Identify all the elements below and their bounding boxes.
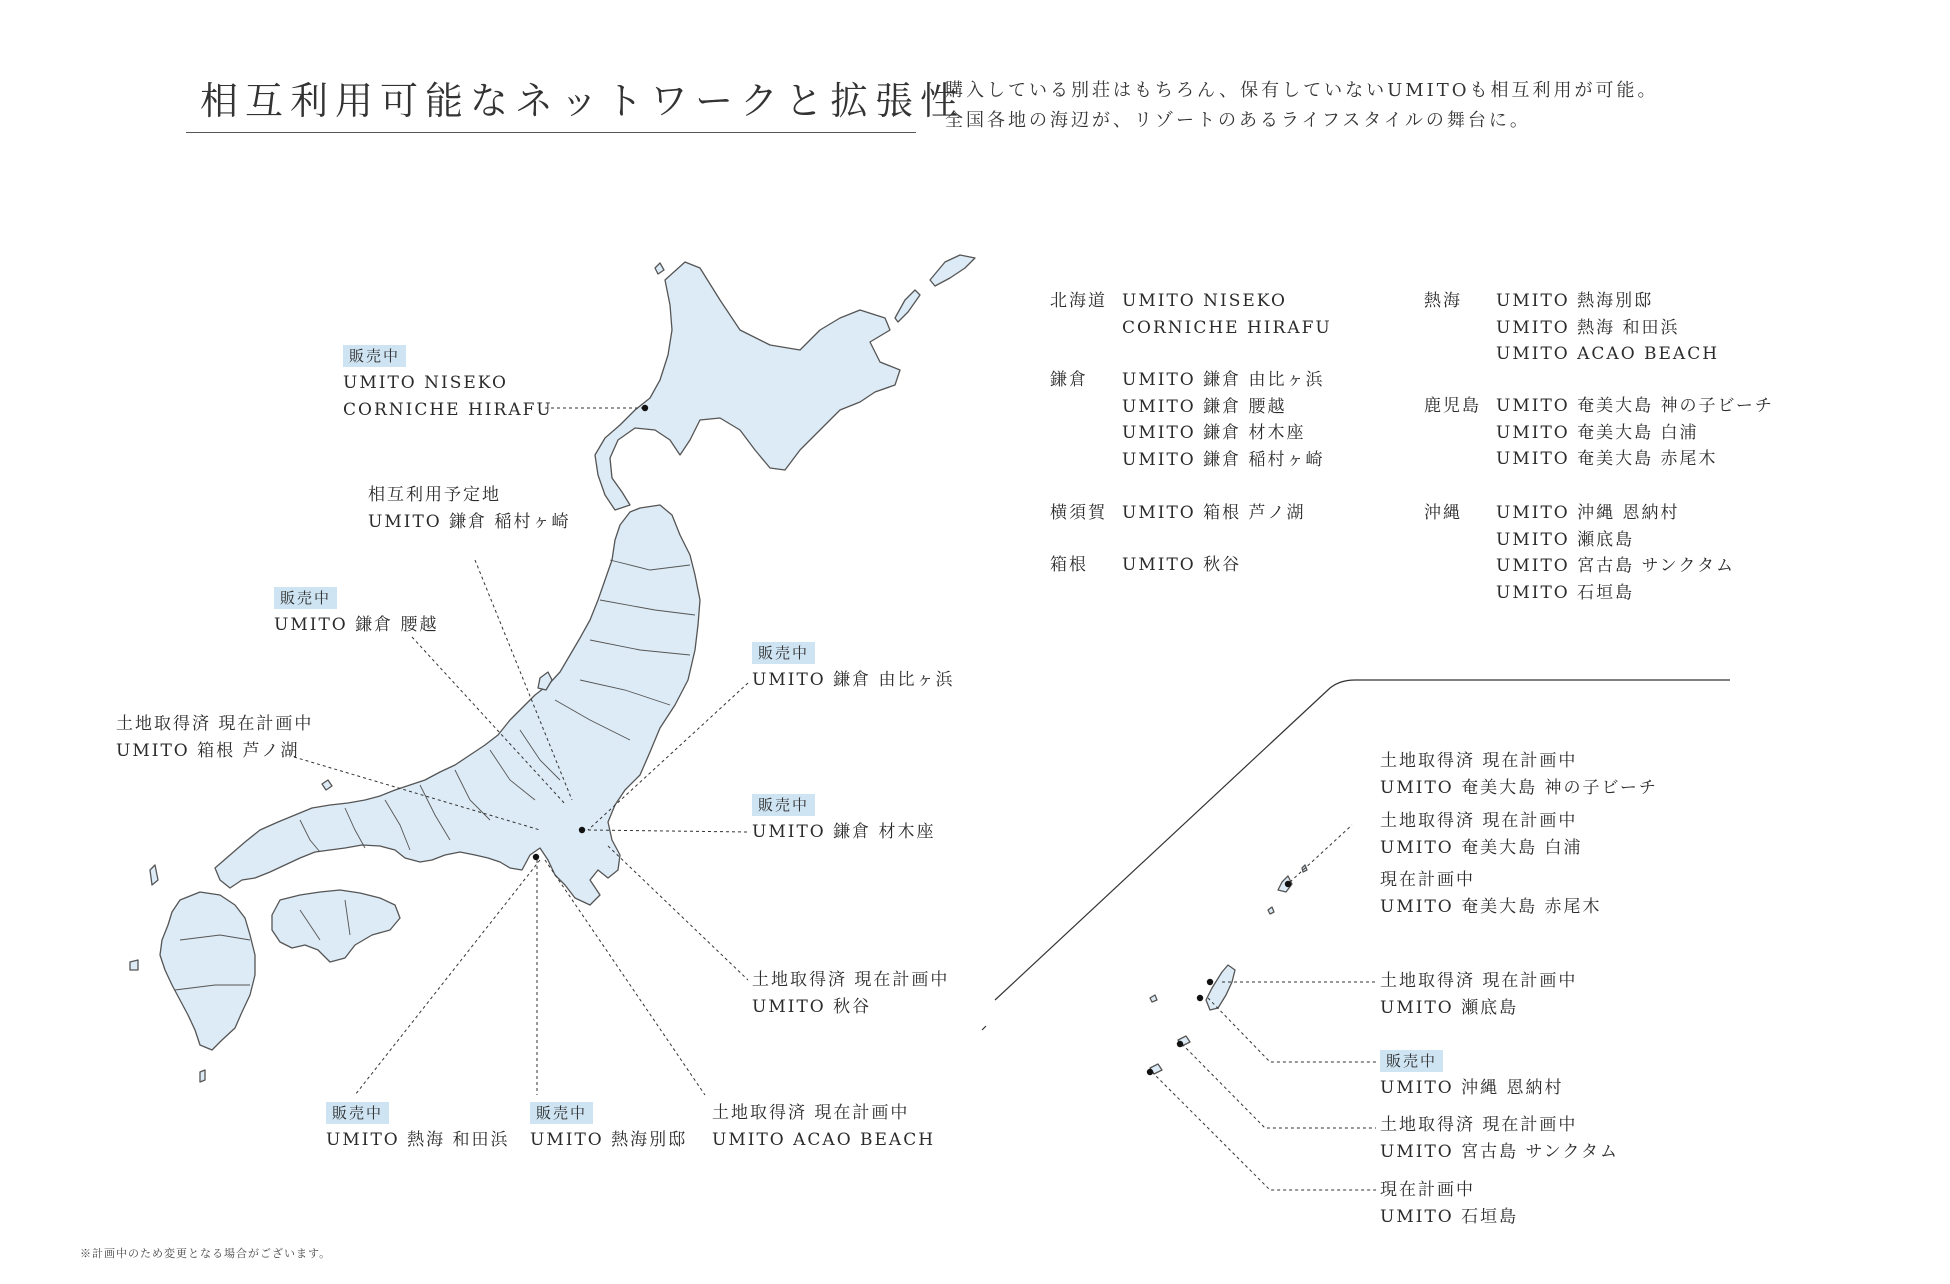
legend-item: UMITO 鎌倉 稲村ヶ崎 xyxy=(1122,449,1325,470)
dot-onna xyxy=(1197,995,1203,1001)
label-koshigoe xyxy=(274,585,439,639)
honshu-island xyxy=(215,505,700,905)
label-status: 土地取得済 現在計画中 xyxy=(1380,1115,1578,1135)
leader-ishigaki xyxy=(1152,1072,1376,1190)
legend-pref: 箱根 xyxy=(1050,555,1088,575)
kyushu-island xyxy=(160,892,255,1050)
status-badge: 販売中 xyxy=(1380,1050,1443,1072)
leader-onna xyxy=(1208,998,1376,1062)
legend-item: UMITO 宮古島 サンクタム xyxy=(1496,556,1736,576)
status-badge: 販売中 xyxy=(530,1102,593,1124)
dot-ishigaki xyxy=(1147,1069,1153,1075)
status-badge: 販売中 xyxy=(752,642,815,664)
label-name: UMITO 鎌倉 稲村ヶ崎 xyxy=(368,512,571,532)
leader-miyako xyxy=(1182,1044,1376,1128)
label-akaogi xyxy=(1380,867,1602,921)
label-name: UMITO NISEKO xyxy=(343,373,508,393)
legend-item: UMITO 石垣島 xyxy=(1496,582,1635,603)
leader-wadahama xyxy=(355,860,540,1095)
legend-item: UMITO 奄美大島 白浦 xyxy=(1496,422,1699,443)
oki-island xyxy=(322,780,332,790)
dot-miyako xyxy=(1177,1041,1183,1047)
legend-item: UMITO 瀬底島 xyxy=(1496,529,1635,550)
label-name: UMITO 秋谷 xyxy=(752,997,872,1017)
label-name: UMITO 鎌倉 由比ヶ浜 xyxy=(752,670,955,690)
label-name: UMITO 熱海 和田浜 xyxy=(326,1130,510,1150)
hokkaido-island xyxy=(595,262,900,510)
dot-amami xyxy=(1285,881,1291,887)
legend-pref: 鹿児島 xyxy=(1424,396,1481,416)
label-name: UMITO 奄美大島 赤尾木 xyxy=(1380,897,1602,917)
kume-island xyxy=(1150,995,1157,1002)
label-status: 土地取得済 現在計画中 xyxy=(712,1103,910,1123)
dot-niseko xyxy=(642,405,648,411)
legend-item: UMITO 鎌倉 材木座 xyxy=(1122,423,1306,443)
label-wadahama xyxy=(326,1100,510,1154)
label-yuigahama xyxy=(752,640,955,694)
legend-item: UMITO ACAO BEACH xyxy=(1496,344,1720,364)
leader-acao xyxy=(545,860,705,1095)
legend-item: UMITO 鎌倉 由比ヶ浜 xyxy=(1122,370,1325,390)
goto-island xyxy=(130,960,138,970)
label-name: UMITO 熱海別邸 xyxy=(530,1130,688,1150)
legend-pref: 沖縄 xyxy=(1424,503,1462,523)
legend-pref: 横須賀 xyxy=(1050,503,1107,523)
kuril-island-1 xyxy=(895,290,920,322)
page-title: 相互利用可能なネットワークと拡張性 xyxy=(200,79,966,123)
dot-kamakura xyxy=(579,827,585,833)
status-badge: 販売中 xyxy=(274,587,337,609)
footnote: ※計画中のため変更となる場合がございます。 xyxy=(80,1247,332,1260)
legend-pref: 北海道 xyxy=(1050,291,1107,311)
label-name: UMITO 石垣島 xyxy=(1380,1207,1519,1227)
label-name: UMITO 奄美大島 白浦 xyxy=(1380,838,1583,858)
legend-item: UMITO 奄美大島 神の子ビーチ xyxy=(1496,396,1774,416)
label-name: UMITO 瀬底島 xyxy=(1380,998,1519,1018)
inset-divider-tail xyxy=(982,1026,986,1030)
dot-sesoko xyxy=(1207,979,1213,985)
label-status: 土地取得済 現在計画中 xyxy=(752,970,950,990)
label-name: UMITO 宮古島 サンクタム xyxy=(1380,1142,1620,1162)
label-status: 土地取得済 現在計画中 xyxy=(116,714,314,734)
label-name: UMITO 鎌倉 材木座 xyxy=(752,822,936,842)
label-zaimokuza xyxy=(752,792,936,846)
label-akiya xyxy=(752,967,949,1021)
status-badge: 販売中 xyxy=(343,345,406,367)
tanegashima-island xyxy=(200,1070,205,1082)
label-inamuragasaki xyxy=(368,482,571,536)
subtitle-line-1: 購入している別荘はもちろん、保有していないUMITOも相互利用が可能。 xyxy=(945,80,1659,101)
legend-item: CORNICHE HIRAFU xyxy=(1122,317,1332,338)
label-ashinoko xyxy=(116,711,313,765)
label-name: UMITO ACAO BEACH xyxy=(712,1130,936,1150)
status-badge: 販売中 xyxy=(326,1102,389,1124)
label-acao xyxy=(712,1100,935,1154)
label-kaminoko xyxy=(1380,748,1658,802)
leader-akiya xyxy=(608,846,748,980)
label-ishigaki xyxy=(1380,1177,1518,1231)
label-miyako xyxy=(1380,1112,1619,1166)
label-niseko xyxy=(343,343,553,424)
label-status: 現在計画中 xyxy=(1380,870,1475,890)
subtitle-line-2: 全国各地の海辺が、リゾートのあるライフスタイルの舞台に。 xyxy=(945,110,1531,131)
legend-item: UMITO 箱根 芦ノ湖 xyxy=(1122,503,1306,523)
kuril-island-2 xyxy=(930,255,975,286)
label-status: 土地取得済 現在計画中 xyxy=(1380,811,1578,831)
rishiri-island xyxy=(655,263,664,274)
legend-item: UMITO 奄美大島 赤尾木 xyxy=(1496,449,1718,469)
label-status: 土地取得済 現在計画中 xyxy=(1380,971,1578,991)
dot-atami xyxy=(533,854,539,860)
amami-small-2 xyxy=(1268,907,1274,914)
status-badge: 販売中 xyxy=(752,794,815,816)
label-onna xyxy=(1380,1048,1564,1102)
label-status: 現在計画中 xyxy=(1380,1180,1475,1200)
legend-pref: 鎌倉 xyxy=(1050,370,1088,390)
inset-divider xyxy=(995,680,1730,1000)
shikoku-island xyxy=(272,890,400,962)
legend-item: UMITO 秋谷 xyxy=(1122,555,1242,575)
leader-amami xyxy=(1290,825,1352,882)
label-name-2: CORNICHE HIRAFU xyxy=(343,400,553,420)
legend-item: UMITO 熱海別邸 xyxy=(1496,291,1654,311)
label-status: 相互利用予定地 xyxy=(368,485,501,505)
label-shiraura xyxy=(1380,808,1583,862)
legend-item: UMITO NISEKO xyxy=(1122,291,1287,311)
label-name: UMITO 沖縄 恩納村 xyxy=(1380,1078,1564,1098)
label-sesoko xyxy=(1380,968,1577,1022)
leader-zaimokuza xyxy=(588,830,748,832)
label-atami-bettei xyxy=(530,1100,687,1154)
legend-item: UMITO 沖縄 恩納村 xyxy=(1496,503,1680,523)
label-name: UMITO 奄美大島 神の子ビーチ xyxy=(1380,778,1658,798)
label-name: UMITO 箱根 芦ノ湖 xyxy=(116,741,300,761)
legend-item: UMITO 鎌倉 腰越 xyxy=(1122,396,1287,417)
label-status: 土地取得済 現在計画中 xyxy=(1380,751,1578,771)
okinawa-island xyxy=(1206,965,1235,1010)
tsushima-island xyxy=(150,865,158,885)
legend-pref: 熱海 xyxy=(1424,291,1462,311)
label-name: UMITO 鎌倉 腰越 xyxy=(274,615,439,635)
legend-item: UMITO 熱海 和田浜 xyxy=(1496,317,1680,338)
